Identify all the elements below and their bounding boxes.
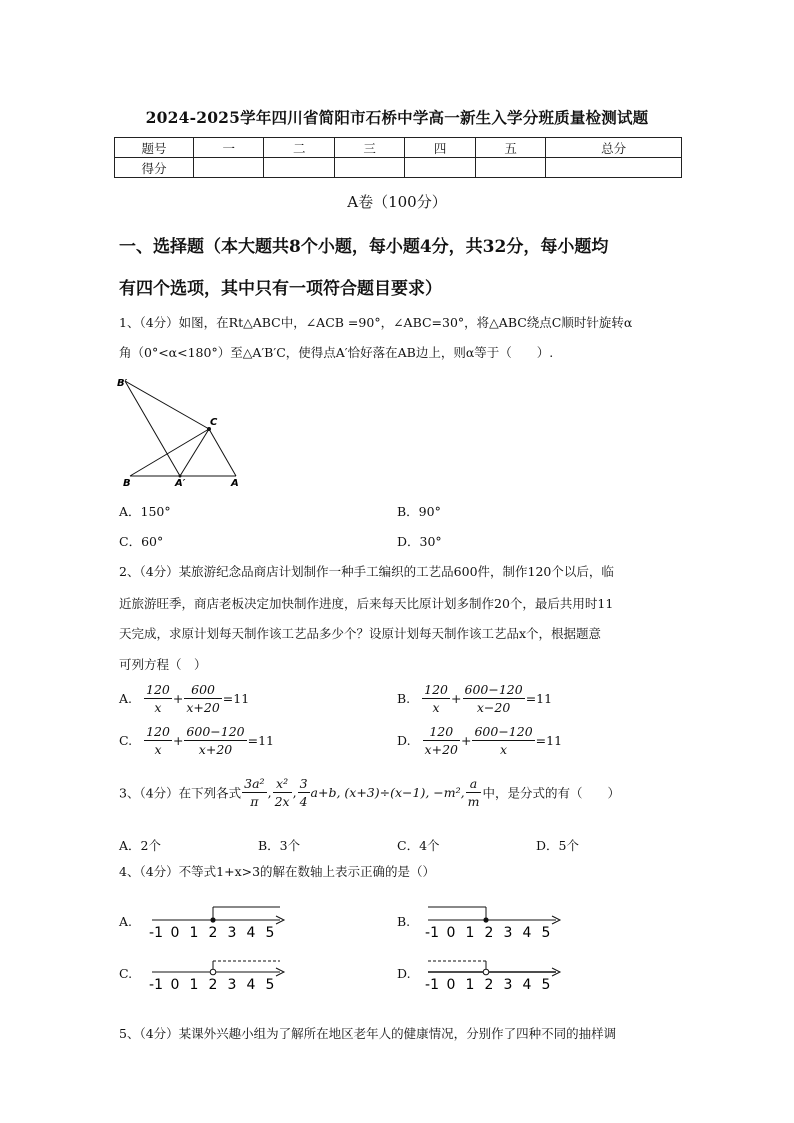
q4-number-line-a[interactable] xyxy=(148,904,288,942)
tick-label: 4 xyxy=(246,977,256,993)
score-cell: 得分 xyxy=(115,158,194,178)
q1-triangle-figure xyxy=(112,372,252,487)
comma: , xyxy=(292,785,297,800)
q3-prefix: 3、（4分）在下列各式 xyxy=(119,785,242,801)
frac-den: x−20 xyxy=(476,700,511,715)
plus-sign: + xyxy=(172,733,184,748)
q3-suffix: 中，是分式的有（ ） xyxy=(482,785,620,801)
equation-rhs: =11 xyxy=(247,733,275,748)
score-cell: 二 xyxy=(264,138,334,158)
frac-den: x xyxy=(154,742,162,757)
section-heading-line1: 一、选择题（本大题共8个小题，每小题4分，共32分，每小题均 xyxy=(119,237,609,257)
frac-num: x² xyxy=(273,776,292,793)
frac-den: 4 xyxy=(299,794,308,809)
q2-option-label: C. xyxy=(119,733,133,748)
tick-label: 2 xyxy=(208,925,218,941)
score-table-header-row xyxy=(115,138,682,158)
score-blank-cell[interactable] xyxy=(264,158,334,178)
score-cell: 题号 xyxy=(115,138,194,158)
frac-den: x+20 xyxy=(186,700,220,715)
q3-option-c[interactable]: C．4个 xyxy=(397,838,440,853)
plus-sign: + xyxy=(172,691,184,706)
label-a: A xyxy=(231,478,239,487)
q3-option-d[interactable]: D．5个 xyxy=(536,838,579,853)
q4-number-line-c[interactable] xyxy=(148,956,288,994)
q3-option-a[interactable]: A．2个 xyxy=(119,838,161,853)
score-cell: 五 xyxy=(475,138,545,158)
tick-label: 3 xyxy=(227,925,237,941)
frac-num: 120 xyxy=(146,682,170,697)
tick-label: 5 xyxy=(265,925,275,941)
tick-label: 4 xyxy=(246,925,256,941)
tick-label: 3 xyxy=(503,977,513,993)
tick-label: 5 xyxy=(265,977,275,993)
tick-label: 3 xyxy=(503,925,513,941)
paper-title: 2024-2025学年四川省简阳市石桥中学高一新生入学分班质量检测试题 xyxy=(145,108,649,127)
comma: , xyxy=(267,785,272,800)
frac-num: 600−120 xyxy=(474,724,533,739)
frac-den: x xyxy=(154,700,162,715)
q2-line4: 可列方程（ ） xyxy=(119,657,207,672)
tick-label: 1 xyxy=(189,977,199,993)
q1-option-b[interactable]: B．90° xyxy=(397,504,441,519)
score-blank-cell[interactable] xyxy=(405,158,475,178)
tick-label: 4 xyxy=(522,977,532,993)
label-c: C xyxy=(210,417,218,428)
tick-label: 2 xyxy=(484,977,494,993)
q4-option-b-label[interactable]: B. xyxy=(397,914,411,929)
frac-num: 120 xyxy=(424,682,449,697)
tick-label: 2 xyxy=(208,977,218,993)
tick-label: -1 xyxy=(425,977,439,993)
q2-line1: 2、（4分）某旅游纪念品商店计划制作一种手工编织的工艺品600件，制作120个以后，临 xyxy=(119,564,614,579)
q4-number-line-b[interactable] xyxy=(424,904,564,942)
tick-label: 4 xyxy=(522,925,532,941)
q2-option-d[interactable] xyxy=(397,724,562,757)
number-line-ticks xyxy=(149,977,274,993)
tick-label: 1 xyxy=(465,977,475,993)
frac-num: 3a² xyxy=(244,776,265,791)
section-heading-line2: 有四个选项，其中只有一项符合题目要求） xyxy=(119,279,442,299)
score-cell: 三 xyxy=(334,138,404,158)
q1-option-c[interactable]: C．60° xyxy=(119,534,164,549)
q4-number-line-d[interactable] xyxy=(424,956,564,994)
frac-num: 600−120 xyxy=(186,724,245,739)
tick-label: 0 xyxy=(170,977,180,993)
score-blank-cell[interactable] xyxy=(475,158,545,178)
score-blank-cell[interactable] xyxy=(194,158,264,178)
q2-option-label: B. xyxy=(397,691,411,706)
score-cell: 四 xyxy=(405,138,475,158)
q2-option-label: D. xyxy=(397,733,411,748)
frac-num: 600 xyxy=(184,682,221,699)
number-line-ticks xyxy=(425,925,550,941)
score-table-score-row xyxy=(115,158,682,178)
tick-label: 5 xyxy=(541,925,551,941)
paper-a-heading: A卷（100分） xyxy=(347,193,447,211)
frac-den: x+20 xyxy=(198,742,233,757)
tick-label: 5 xyxy=(541,977,551,993)
q4-line: 4、（4分）不等式1+x>3的解在数轴上表示正确的是（） xyxy=(119,864,436,879)
equation-rhs: =11 xyxy=(222,691,250,706)
number-line-ticks xyxy=(149,925,274,941)
tick-label: 0 xyxy=(170,925,180,941)
frac-num: 600−120 xyxy=(464,682,523,697)
frac-den: m xyxy=(467,794,480,809)
tick-label: 1 xyxy=(465,925,475,941)
tick-label: -1 xyxy=(425,925,439,941)
q5-line: 5、（4分）某课外兴趣小组为了解所在地区老年人的健康情况，分别作了四种不同的抽样调 xyxy=(119,1026,617,1041)
frac-den: x xyxy=(500,742,508,757)
q2-option-label: A. xyxy=(119,691,133,706)
frac-den: 2x xyxy=(274,794,290,809)
number-line-ticks xyxy=(425,977,550,993)
equation-rhs: =11 xyxy=(535,733,563,748)
q2-option-b[interactable] xyxy=(397,682,552,715)
q4-option-d-label[interactable]: D. xyxy=(397,966,411,981)
frac-den: x xyxy=(432,700,440,715)
q4-option-a-label[interactable]: A. xyxy=(119,914,133,929)
tick-label: 0 xyxy=(446,977,456,993)
plus-sign: + xyxy=(460,733,472,748)
tick-label: -1 xyxy=(149,977,163,993)
score-cell: 总分 xyxy=(546,138,682,158)
frac-num: 3 xyxy=(299,776,308,791)
score-table xyxy=(114,137,682,178)
q1-option-a[interactable]: A．150° xyxy=(119,504,171,519)
q3-mid-expression: a+b, (x+3)÷(x−1), −m², xyxy=(310,785,465,800)
label-b-prime: B′ xyxy=(117,378,128,389)
score-blank-cell[interactable] xyxy=(334,158,404,178)
frac-den: π xyxy=(250,794,259,809)
q2-option-c[interactable] xyxy=(119,724,274,757)
q4-option-c-label[interactable]: C. xyxy=(119,966,133,981)
frac-den: x+20 xyxy=(424,742,458,757)
tick-label: 2 xyxy=(484,925,494,941)
frac-num: a xyxy=(466,776,482,793)
tick-label: 0 xyxy=(446,925,456,941)
q2-line2: 近旅游旺季，商店老板决定加快制作进度，后来每天比原计划多制作20个，最后共用时11 xyxy=(119,596,614,611)
plus-sign: + xyxy=(451,691,462,706)
q1-option-d[interactable]: D．30° xyxy=(397,534,442,549)
score-blank-cell[interactable] xyxy=(546,158,682,178)
q2-line3: 天完成，求原计划每天制作该工艺品多少个？设原计划每天制作该工艺品x个，根据题意 xyxy=(119,626,602,641)
frac-num: 120 xyxy=(146,724,170,739)
label-a-prime: A′ xyxy=(175,478,186,487)
q1-line2: 角（0°<α<180°）至△A′B′C，使得点A′恰好落在AB边上，则α等于（ ）. xyxy=(119,345,554,360)
score-cell: 一 xyxy=(194,138,264,158)
q3-line xyxy=(119,776,620,809)
label-b: B xyxy=(123,478,131,487)
q2-option-a[interactable] xyxy=(119,682,249,715)
q1-line1: 1、（4分）如图，在Rt△ABC中，∠ACB =90°，∠ABC=30°，将△ABC绕点C顺时针旋转α xyxy=(119,315,633,330)
equation-rhs: =11 xyxy=(525,691,553,706)
tick-label: 3 xyxy=(227,977,237,993)
frac-num: 120 xyxy=(423,724,460,741)
tick-label: 1 xyxy=(189,925,199,941)
q3-option-b[interactable]: B．3个 xyxy=(258,838,301,853)
tick-label: -1 xyxy=(149,925,163,941)
